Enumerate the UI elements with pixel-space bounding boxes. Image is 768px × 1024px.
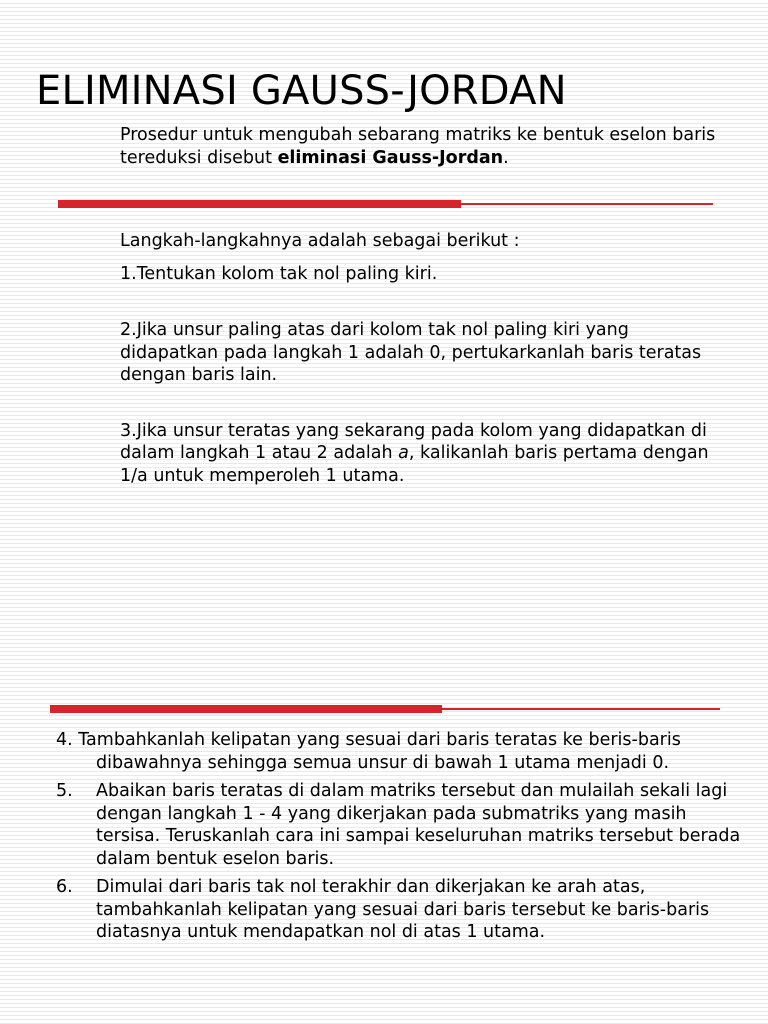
step-3 (120, 420, 730, 488)
step-1: 1.Tentukan kolom tak nol paling kiri. (120, 263, 438, 284)
steps-list-bottom (56, 729, 746, 950)
step-5 (56, 780, 746, 870)
divider-bar-bottom-thin (442, 708, 720, 710)
slide-title: ELIMINASI GAUSS-JORDAN (36, 68, 567, 114)
step-6-number: 6. (56, 877, 84, 897)
intro-text: Prosedur untuk mengubah sebarang matriks ke bentuk eselon baris tereduksi disebut (120, 125, 716, 168)
divider-bar-top-thin (461, 203, 713, 205)
step-5-number: 5. (56, 781, 84, 801)
intro-paragraph (120, 124, 720, 169)
step-4 (56, 729, 746, 774)
step-6-text: Dimulai dari baris tak nol terakhir dan dikerjakan ke arah atas, tambahkanlah kelipatan yang sesuai dari baris tersebut ke baris-baris diatasnya untuk mendapatkan nol di atas 1 utama. (96, 877, 710, 942)
divider-bar-top-thick (58, 200, 461, 208)
step-4-number: 4. (56, 730, 79, 750)
step-6 (56, 876, 746, 944)
divider-bar-top (58, 203, 713, 206)
divider-bar-bottom-thick (50, 705, 442, 713)
step-2: 2.Jika unsur paling atas dari kolom tak nol paling kiri yang didapatkan pada langkah 1 adalah 0, pertukarkanlah baris teratas dengan baris lain. (120, 320, 702, 385)
steps-intro: Langkah-langkahnya adalah sebagai berikut : (120, 231, 520, 251)
step-4-text: Tambahkanlah kelipatan yang sesuai dari baris teratas ke beris-baris dibawahnya sehingga semua unsur di bawah 1 utama menjadi 0. (78, 730, 681, 773)
step-3-text-end: , kalikanlah baris pertama dengan 1/a untuk memperoleh 1 utama. (120, 443, 709, 486)
intro-bold-term: eliminasi Gauss-Jordan (277, 147, 504, 168)
step-5-text: Abaikan baris teratas di dalam matriks tersebut dan mulailah sekali lagi dengan langkah 1 - 4 yang dikerjakan pada submatriks yang masih tersisa. Teruskanlah cara ini sampai keseluruhan matriks tersebut berada dalam bentuk eselon baris. (96, 781, 741, 869)
step-3-text: 3.Jika unsur teratas yang sekarang pada kolom yang didapatkan di dalam langkah 1 atau 2 adalah (120, 420, 707, 463)
intro-period: . (503, 147, 509, 168)
steps-list-top (120, 230, 730, 487)
divider-bar-bottom (50, 708, 720, 711)
step-3-italic-a: a (398, 443, 409, 463)
